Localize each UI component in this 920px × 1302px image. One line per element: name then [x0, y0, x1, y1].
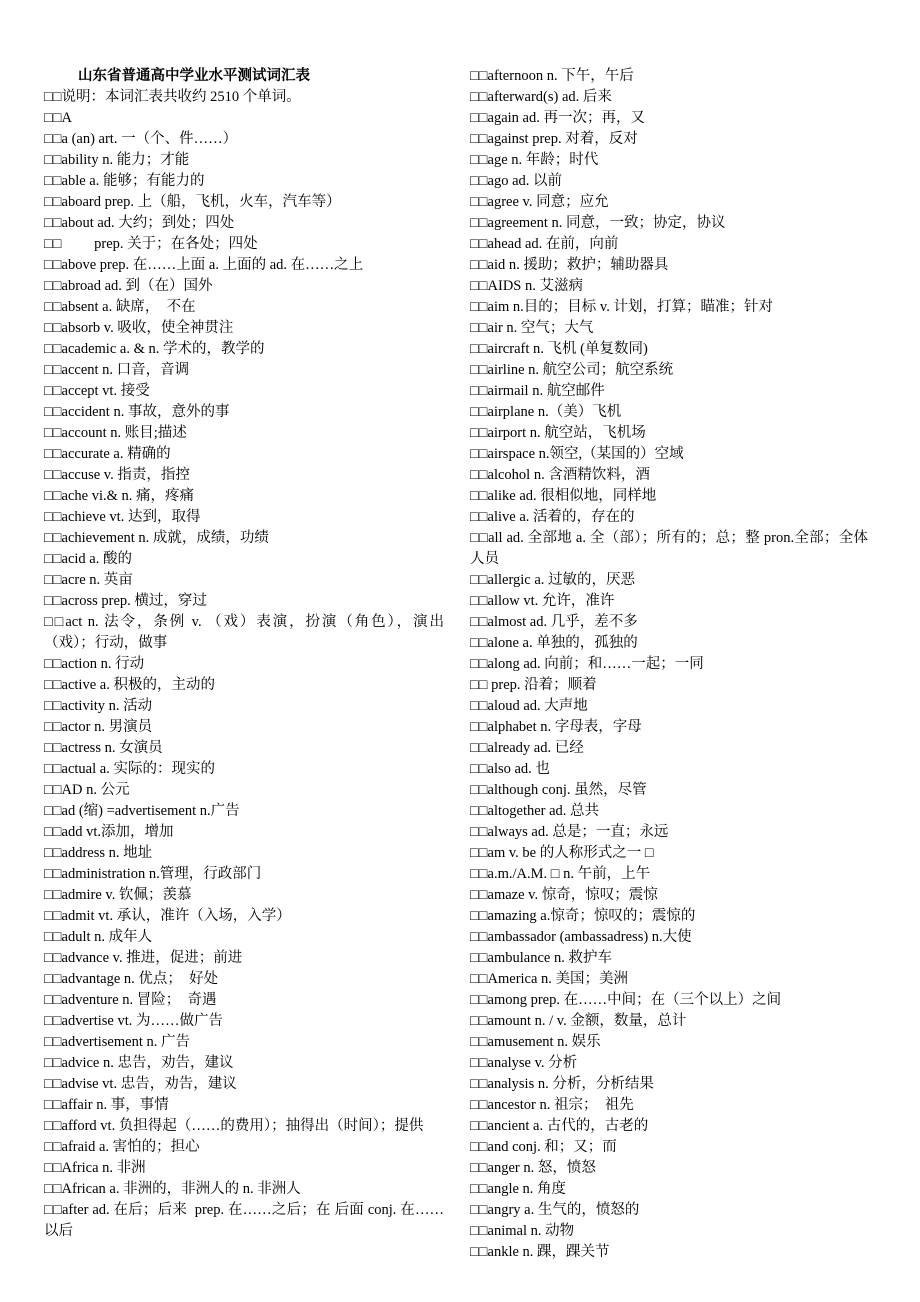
- vocab-entry: □□allow vt. 允许，准许: [470, 593, 615, 609]
- vocab-entry: □□achieve vt. 达到，取得: [44, 509, 201, 525]
- vocab-entry: □□actress n. 女演员: [44, 740, 163, 756]
- vocab-entry: □□alone a. 单独的，孤独的: [470, 635, 638, 651]
- vocab-entry: □□almost ad. 几乎，差不多: [470, 614, 638, 630]
- vocab-entry: □□说明：本词汇表共收约 2510 个单词。: [44, 89, 301, 105]
- vocab-entry: □□accurate a. 精确的: [44, 446, 171, 462]
- vocab-entry: □□account n. 账目;描述: [44, 425, 187, 441]
- vocab-entry: □□acre n. 英亩: [44, 572, 133, 588]
- left-column: [44, 66, 444, 1242]
- vocab-entry: □□alphabet n. 字母表，字母: [470, 719, 642, 735]
- vocab-entry: □□animal n. 动物: [470, 1223, 575, 1239]
- vocab-entry: □□admit vt. 承认，准许（入场，入学）: [44, 908, 291, 924]
- vocab-entry: □□ad (缩) =advertisement n.广告: [44, 803, 240, 819]
- vocab-entry: □□A: [44, 110, 72, 126]
- vocab-entry: □□ache vi.& n. 痛，疼痛: [44, 488, 195, 504]
- vocab-entry: □□airline n. 航空公司；航空系统: [470, 362, 674, 378]
- vocab-entry: □□afternoon n. 下午，午后: [470, 68, 634, 84]
- vocab-entry: □□amount n. / v. 金额，数量，总计: [470, 1013, 687, 1029]
- vocab-entry: □□adult n. 成年人: [44, 929, 153, 945]
- right-entries: [470, 66, 868, 1263]
- vocab-entry: □□aboard prep. 上（船，飞机，火车，汽车等）: [44, 194, 341, 210]
- vocab-entry: □□African a. 非洲的，非洲人的 n. 非洲人: [44, 1181, 301, 1197]
- vocab-entry: □□action n. 行动: [44, 656, 145, 672]
- vocab-entry: □□all ad. 全部地 a. 全（部）；所有的；总；整 pron.全部；全体人员: [470, 530, 868, 567]
- vocab-entry: □□am v. be 的人称形式之一 □: [470, 845, 654, 861]
- vocab-entry: □□administration n.管理，行政部门: [44, 866, 262, 882]
- vocab-entry: □□amaze v. 惊奇，惊叹；震惊: [470, 887, 658, 903]
- vocab-entry: □□afterward(s) ad. 后来: [470, 89, 612, 105]
- left-entries: [44, 87, 444, 1242]
- vocab-entry: □□agreement n. 同意，一致；协定，协议: [470, 215, 726, 231]
- vocab-entry: □□academic a. & n. 学术的，教学的: [44, 341, 265, 357]
- vocab-entry: □□ancient a. 古代的，古老的: [470, 1118, 649, 1134]
- right-column: [470, 66, 868, 1263]
- vocab-entry: □□also ad. 也: [470, 761, 550, 777]
- vocab-entry: □□abroad ad. 到（在）国外: [44, 278, 213, 294]
- vocab-entry: □□actual a. 实际的：现实的: [44, 761, 215, 777]
- vocab-entry: □□Africa n. 非洲: [44, 1160, 146, 1176]
- vocab-entry: □□ability n. 能力；才能: [44, 152, 190, 168]
- vocab-entry: □□altogether ad. 总共: [470, 803, 600, 819]
- vocab-entry: □□again ad. 再一次；再，又: [470, 110, 645, 126]
- vocab-entry: □□aloud ad. 大声地: [470, 698, 588, 714]
- vocab-entry: □□and conj. 和；又；而: [470, 1139, 617, 1155]
- page-title: 山东省普通高中学业水平测试词汇表: [78, 68, 310, 84]
- vocab-entry: □□advice n. 忠告，劝告，建议: [44, 1055, 234, 1071]
- vocab-entry: □□analyse v. 分析: [470, 1055, 578, 1071]
- vocab-entry: □□among prep. 在……中间；在（三个以上）之间: [470, 992, 782, 1008]
- vocab-entry: □□angle n. 角度: [470, 1181, 567, 1197]
- vocab-entry: □□alcohol n. 含酒精饮料，酒: [470, 467, 650, 483]
- vocab-entry: □□adventure n. 冒险； 奇遇: [44, 992, 217, 1008]
- vocab-entry: □□affair n. 事，事情: [44, 1097, 169, 1113]
- vocab-entry: □□active a. 积极的，主动的: [44, 677, 215, 693]
- vocab-entry: □□aid n. 援助；救护；辅助器具: [470, 257, 669, 273]
- vocab-entry: □□already ad. 已经: [470, 740, 584, 756]
- vocab-entry: □□age n. 年龄；时代: [470, 152, 599, 168]
- vocab-entry: □□about ad. 大约；到处；四处: [44, 215, 235, 231]
- vocab-entry: □□achievement n. 成就，成绩，功绩: [44, 530, 269, 546]
- vocab-entry: □□accept vt. 接受: [44, 383, 150, 399]
- vocab-entry: □□after ad. 在后；后来 prep. 在……之后；在 后面 conj. 在……以后: [44, 1202, 444, 1239]
- vocab-entry: □□analysis n. 分析，分析结果: [470, 1076, 654, 1092]
- vocab-entry: □□always ad. 总是；一直；永远: [470, 824, 669, 840]
- vocab-entry: □□actor n. 男演员: [44, 719, 153, 735]
- vocab-entry: □□against prep. 对着，反对: [470, 131, 638, 147]
- vocab-entry: □□add vt.添加，增加: [44, 824, 174, 840]
- vocab-entry: □□address n. 地址: [44, 845, 153, 861]
- vocab-entry: □□alike ad. 很相似地，同样地: [470, 488, 657, 504]
- vocab-entry: □□act n. 法令，条例 v. （戏）表演，扮演（角色），演出（戏）；行动，做事: [44, 614, 444, 651]
- vocab-entry: □□AD n. 公元: [44, 782, 130, 798]
- vocab-entry: □□advise vt. 忠告，劝告，建议: [44, 1076, 237, 1092]
- vocab-entry: □□angry a. 生气的，愤怒的: [470, 1202, 640, 1218]
- vocab-entry: □□agree v. 同意；应允: [470, 194, 609, 210]
- vocab-entry: □□airplane n.（美）飞机: [470, 404, 622, 420]
- vocab-entry: □□advertisement n. 广告: [44, 1034, 190, 1050]
- vocab-entry: □□along ad. 向前；和……一起；一同: [470, 656, 704, 672]
- vocab-entry: □□advantage n. 优点； 好处: [44, 971, 219, 987]
- vocab-entry: □□amusement n. 娱乐: [470, 1034, 601, 1050]
- vocab-entry: □□air n. 空气；大气: [470, 320, 594, 336]
- vocab-entry: □□America n. 美国；美洲: [470, 971, 629, 987]
- vocab-entry: □□ prep. 沿着；顺着: [470, 677, 597, 693]
- vocab-entry: □□advance v. 推进，促进；前进: [44, 950, 243, 966]
- vocab-entry: □□ambulance n. 救护车: [470, 950, 612, 966]
- vocab-entry: □□aim n.目的；目标 v. 计划，打算；瞄准；针对: [470, 299, 773, 315]
- vocab-entry: □□across prep. 横过，穿过: [44, 593, 207, 609]
- vocab-entry: □□ancestor n. 祖宗； 祖先: [470, 1097, 634, 1113]
- vocab-entry: □□a.m./A.M. □ n. 午前，上午: [470, 866, 651, 882]
- vocab-entry: □□advertise vt. 为……做广告: [44, 1013, 224, 1029]
- vocab-entry: □□above prep. 在……上面 a. 上面的 ad. 在……之上: [44, 257, 364, 273]
- vocab-entry: □□absent a. 缺席， 不在: [44, 299, 196, 315]
- vocab-entry: □□a (an) art. 一（个、件……）: [44, 131, 238, 147]
- vocab-entry: □□acid a. 酸的: [44, 551, 132, 567]
- vocab-entry: □□able a. 能够；有能力的: [44, 173, 205, 189]
- vocab-entry: □□anger n. 怒，愤怒: [470, 1160, 596, 1176]
- vocab-entry: □□airmail n. 航空邮件: [470, 383, 605, 399]
- vocab-entry: □□although conj. 虽然，尽管: [470, 782, 647, 798]
- vocab-entry: □□AIDS n. 艾滋病: [470, 278, 583, 294]
- vocab-entry: □□ prep. 关于；在各处；四处: [44, 236, 258, 252]
- vocab-entry: □□accident n. 事故，意外的事: [44, 404, 230, 420]
- vocab-entry: □□afraid a. 害怕的；担心: [44, 1139, 200, 1155]
- vocab-entry: □□airspace n.领空,（某国的）空域: [470, 446, 684, 462]
- vocab-entry: □□alive a. 活着的，存在的: [470, 509, 635, 525]
- vocab-entry: □□ambassador (ambassadress) n.大使: [470, 929, 692, 945]
- vocab-entry: □□admire v. 钦佩；羡慕: [44, 887, 192, 903]
- vocab-entry: □□ankle n. 踝，踝关节: [470, 1244, 610, 1260]
- vocab-entry: □□afford vt. 负担得起（……的费用）；抽得出（时间）；提供: [44, 1118, 424, 1134]
- vocab-entry: □□accent n. 口音，音调: [44, 362, 190, 378]
- vocab-entry: □□ago ad. 以前: [470, 173, 563, 189]
- vocab-entry: □□amazing a.惊奇；惊叹的；震惊的: [470, 908, 696, 924]
- vocab-entry: □□aircraft n. 飞机 (单复数同): [470, 341, 648, 357]
- vocab-entry: □□accuse v. 指责，指控: [44, 467, 190, 483]
- vocab-entry: □□ahead ad. 在前，向前: [470, 236, 619, 252]
- vocab-entry: □□absorb v. 吸收，使全神贯注: [44, 320, 234, 336]
- vocab-entry: □□airport n. 航空站，飞机场: [470, 425, 646, 441]
- vocab-entry: □□allergic a. 过敏的，厌恶: [470, 572, 636, 588]
- vocab-entry: □□activity n. 活动: [44, 698, 153, 714]
